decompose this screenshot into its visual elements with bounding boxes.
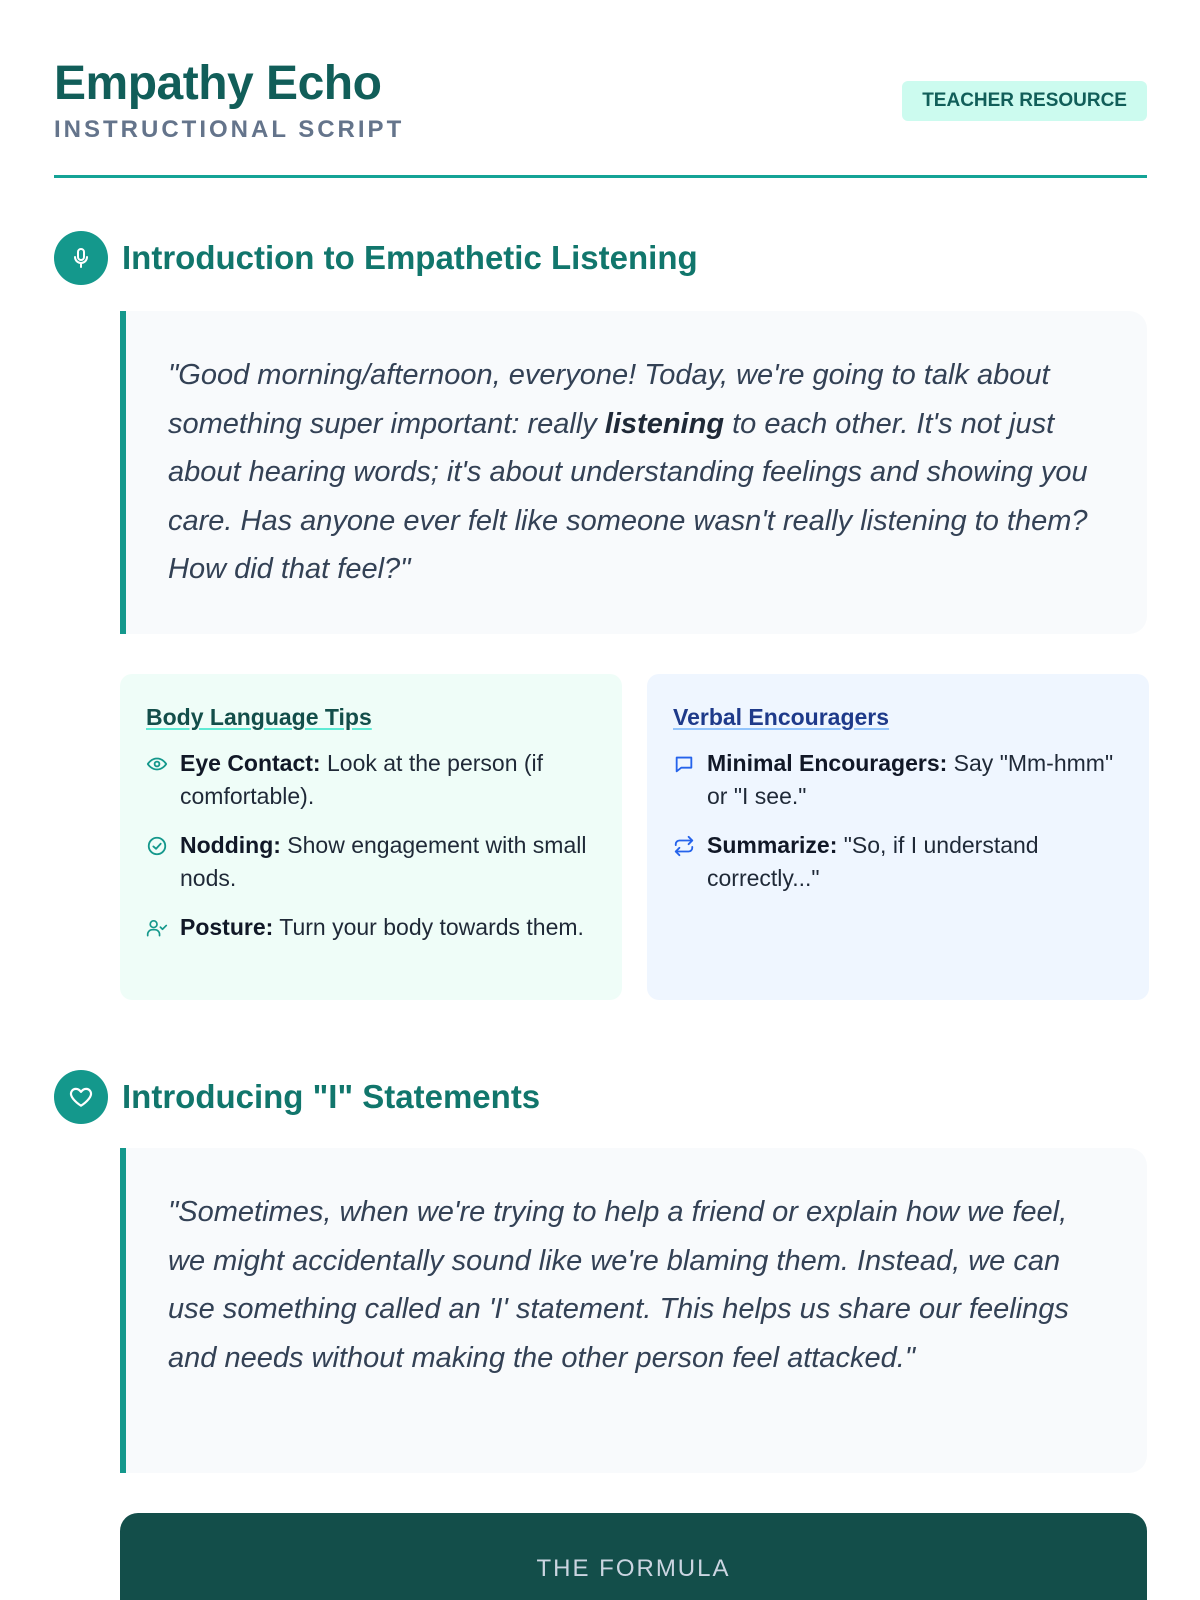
tip-label: Minimal Encouragers:	[707, 750, 948, 776]
quote-emphasis: listening	[604, 407, 725, 440]
tip-label: Eye Contact:	[180, 750, 321, 776]
card-heading: Verbal Encouragers	[673, 704, 890, 730]
section-heading-i-statements	[54, 1070, 540, 1124]
chat-bubble-icon	[673, 753, 695, 775]
quote-text-end: to each other. It's not just about hearing words; it's about understanding feelings and showing you care. Has anyone ever felt like someone wasn't really listening to them? How did that feel?"	[168, 407, 1088, 585]
verbal-encouragers-card	[647, 674, 1149, 1000]
script-quote-i-statements: "Sometimes, when we're trying to help a friend or explain how we feel, we might accidentally sound like we're blaming them. Instead, we can use something called an 'I' statement. This helps us share our feelings and needs without making the other person feel attacked."	[120, 1148, 1147, 1473]
card-heading: Body Language Tips	[146, 704, 372, 730]
page-title: Empathy Echo	[54, 57, 382, 110]
tip-text: Turn your body towards them.	[273, 914, 584, 940]
page-subtitle: INSTRUCTIONAL SCRIPT	[54, 116, 405, 143]
user-check-icon	[146, 917, 168, 939]
list-item	[146, 911, 596, 944]
tip-text: Show engagement with small nods.	[180, 832, 587, 891]
list-item	[673, 747, 1123, 813]
script-quote-listening	[120, 311, 1147, 634]
tip-text: "So, if I understand correctly..."	[707, 832, 1039, 891]
quote-text-start: "Good morning/afternoon, everyone! Today, we're going to talk about something super important: really	[168, 359, 1050, 440]
formula-title: THE FORMULA	[536, 1555, 731, 1582]
eye-icon	[146, 753, 168, 775]
tip-text: Say "Mm-hmm" or "I see."	[707, 750, 1114, 809]
section-heading-listening	[54, 231, 698, 285]
microphone-icon	[54, 231, 108, 285]
resource-badge: TEACHER RESOURCE	[902, 81, 1147, 121]
check-circle-icon	[146, 835, 168, 857]
body-language-card	[120, 674, 622, 1000]
tip-label: Posture:	[180, 914, 274, 940]
section-title: Introduction to Empathetic Listening	[122, 239, 698, 276]
section-title: Introducing "I" Statements	[122, 1078, 541, 1115]
page-header	[54, 56, 1147, 178]
tip-text: Look at the person (if comfortable).	[180, 750, 544, 809]
list-item	[146, 829, 596, 895]
repeat-arrows-icon	[673, 835, 695, 857]
tip-label: Nodding:	[180, 832, 281, 858]
formula-box	[120, 1513, 1147, 1600]
list-item	[146, 747, 596, 813]
tip-label: Summarize:	[707, 832, 838, 858]
list-item	[673, 829, 1123, 895]
heart-icon	[54, 1070, 108, 1124]
